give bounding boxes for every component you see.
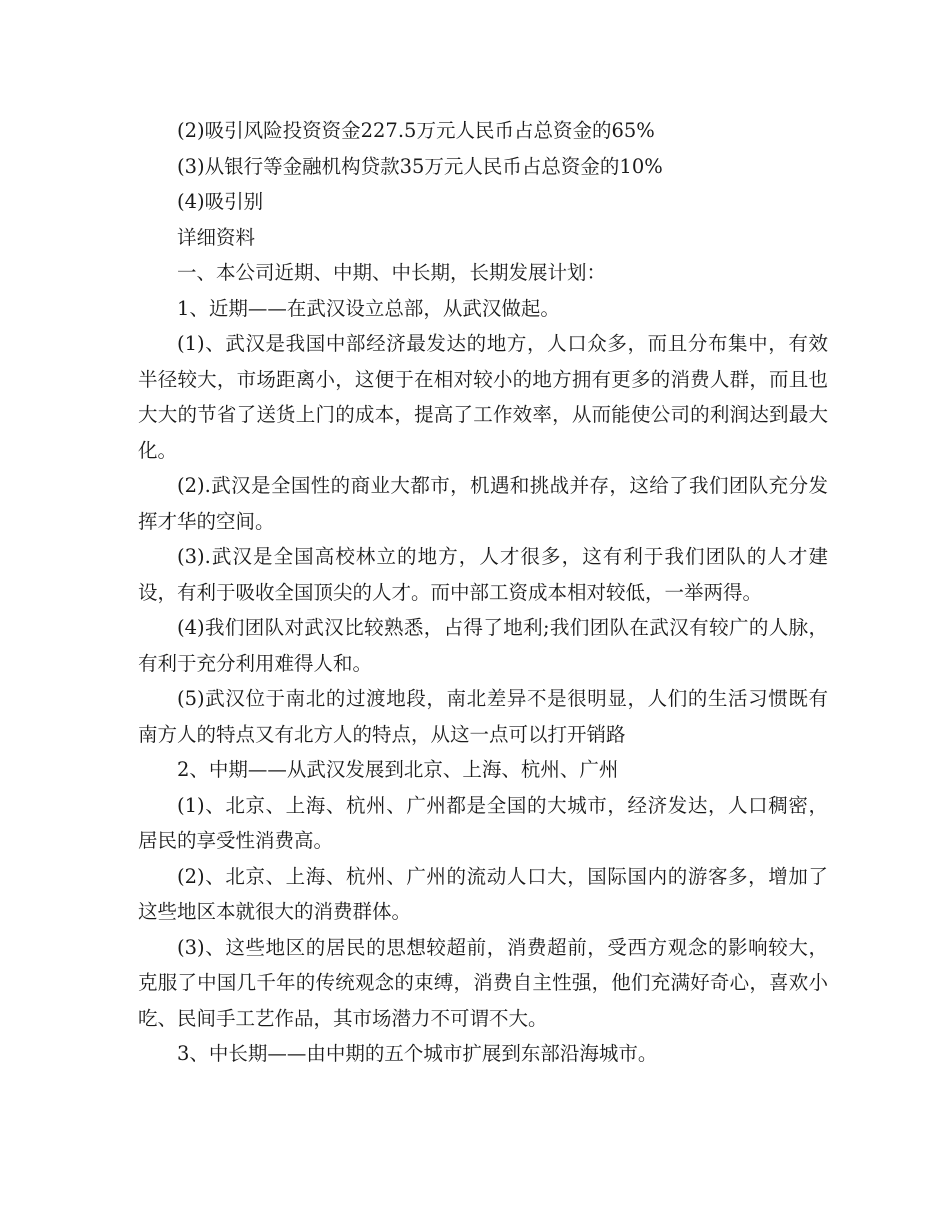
- paragraph-mid-term-1: (1)、北京、上海、杭州、广州都是全国的大城市，经济发达，人口稠密，居民的享受性消费高。: [138, 793, 828, 852]
- section-label-details: 详细资料: [177, 225, 256, 249]
- subheading-near-term: 1、近期——在武汉设立总部，从武汉做起。: [177, 296, 560, 320]
- section-heading-plan: 一、本公司近期、中期、中长期，长期发展计划：: [177, 261, 607, 284]
- paragraph-funding-venture: (2)吸引风险投资资金227.5万元人民币占总资金的65%: [177, 119, 655, 142]
- document-page: [138, 113, 828, 1072]
- paragraph-mid-term-2: (2)、北京、上海、杭州、广州的流动人口大，国际国内的游客多，增加了这些地区本就很大的消费群体。: [138, 864, 828, 923]
- paragraph-near-term-2: (2).武汉是全国性的商业大都市，机遇和挑战并存，这给了我们团队充分发挥才华的空间。: [138, 474, 828, 533]
- paragraph-near-term-4: (4)我们团队对武汉比较熟悉，占得了地利;我们团队在武汉有较广的人脉，有利于充分利用难得人和。: [138, 616, 828, 675]
- subheading-mid-long-term: 3、中长期——由中期的五个城市扩展到东部沿海城市。: [177, 1042, 658, 1065]
- paragraph-near-term-1: (1)、武汉是我国中部经济最发达的地方，人口众多，而且分布集中，有效半径较大，市场距离小，这便于在相对较小的地方拥有更多的消费人群，而且也大大的节省了送货上门的成本，提高了工作效率，从而能使公司的利润达到最大化。: [138, 332, 828, 462]
- paragraph-funding-bank: (3)从银行等金融机构贷款35万元人民币占总资金的10%: [177, 154, 663, 178]
- paragraph-mid-term-3: (3)、这些地区的居民的思想较超前，消费超前，受西方观念的影响较大，克服了中国几千年的传统观念的束缚，消费自主性强，他们充满好奇心，喜欢小吃、民间手工艺作品，其市场潜力不可谓不大。: [138, 935, 828, 1030]
- paragraph-near-term-5: (5)武汉位于南北的过渡地段，南北差异不是很明显，人们的生活习惯既有南方人的特点又有北方人的特点，从这一点可以打开销路: [138, 687, 828, 746]
- paragraph-funding-other: (4)吸引别: [177, 190, 264, 213]
- subheading-mid-term: 2、中期——从武汉发展到北京、上海、杭州、广州: [177, 758, 619, 781]
- paragraph-near-term-3: (3).武汉是全国高校林立的地方，人才很多，这有利于我们团队的人才建设，有利于吸收全国顶尖的人才。而中部工资成本相对较低，一举两得。: [138, 545, 828, 604]
